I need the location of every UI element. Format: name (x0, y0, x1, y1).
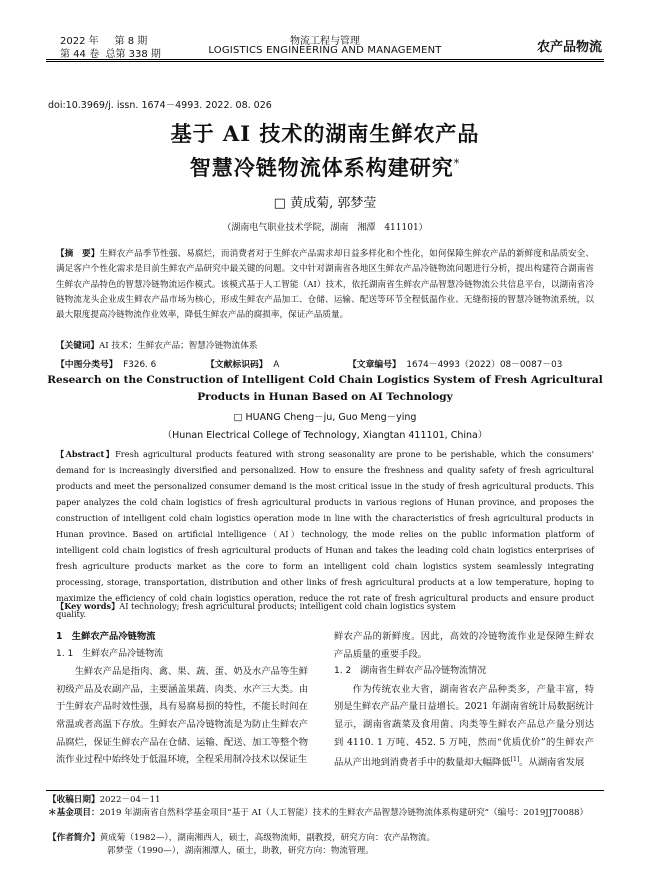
clc-value: F326. 6 (123, 360, 157, 370)
abstract-en-text: Fresh agricultural products featured with strong seasonality are prone to be perishable, which the consumers' demand for is increasingly diversified and personalized. How to ensure the freshness and quality safety of fresh agricultural products and meet the personalized consumer demand is the most critical issue in the study of fresh agricultural products. This paper analyzes the cold chain logistics of fresh agricultural products in various regions of Hunan province, and proposes the construction of intelligent cold chain logistics operation mode in line with the characteristics of fresh agricultural products in Hunan province. Based on artificial intelligence（AI）technology, the mode relies on the public information platform of intelligent cold chain logistics of fresh agricultural products of Hunan and takes the leading cold chain logistics enterprises of fresh agriculture products market as the core to form an intelligent cold chain logistics system seamlessly integrating processing, storage, transportation, distribution and other links of fresh agricultural products at a low temperature, hoping to maximize the efficiency of cold chain logistics operation, reduce the rot rate of fresh agricultural products and ensure product quality. (56, 449, 594, 620)
header-rule-thin (46, 61, 604, 62)
keywords-en-label: 【Key words】 (56, 601, 120, 611)
doc-code-label: 【文献标识码】 (206, 360, 268, 370)
body-paragraph-1: 生鲜农产品是指肉、禽、果、蔬、蛋、奶及水产品等生鲜初级产品及农副产品，主要涵盖果蔬、肉类、水产三大类。由于生鲜农产品时效性强，具有易腐易损的特性，不能长时间在常温或者高温下存放。生鲜农产品冷链物流是为防止生鲜农产品腐烂，保证生鲜农产品在仓储、运输、配送、加工等整个物流作业过程中始终处于低温环境，全程采用制冷技术以保证生 (56, 666, 308, 766)
header-year: 2022 年 (60, 36, 99, 47)
abstract-en-label: 【Abstract】 (56, 449, 116, 459)
body-paragraph-1-continued: 鲜农产品的新鲜度。因此，高效的冷链物流作业是保障生鲜农产品质量的重要手段。 (334, 631, 594, 660)
title-en-line-1: Research on the Construction of Intelligent Cold Chain Logistics System of Fresh Agricultural (47, 374, 603, 386)
header-volume-number: 第 44 卷 (60, 49, 100, 60)
footnote-rule (46, 790, 604, 791)
doi: doi:10.3969/j. issn. 1674－4993. 2022. 08. 026 (48, 100, 272, 111)
title-footnote-mark: * (453, 157, 461, 170)
author-bio-1 (48, 832, 602, 844)
journal-name-en: LOGISTICS ENGINEERING AND MANAGEMENT (208, 45, 442, 56)
keywords-cn-text: AI 技术；生鲜农产品；智慧冷链物流体系 (98, 341, 258, 351)
doc-code-value: A (273, 360, 280, 370)
keywords-cn-label: 【关键词】 (56, 341, 99, 351)
doc-code-field (206, 357, 279, 370)
authors-en: □ HUANG Cheng－ju, Guo Meng－ying (233, 412, 417, 423)
body-paragraph-2 (334, 681, 594, 772)
header-rule (46, 59, 604, 60)
title-en-line-2: Products in Hunan Based on AI Technology (197, 391, 453, 403)
affiliation-en: （Hunan Electrical College of Technology, Xiangtan 411101, China） (162, 430, 488, 441)
authors-cn: □ 黄成菊, 郭梦莹 (273, 196, 377, 211)
title-line-2-text: 智慧冷链物流体系构建研究 (189, 155, 454, 180)
clc-label: 【中图分类号】 (56, 360, 118, 370)
body-right-column (334, 628, 594, 772)
abstract-cn-text: 生鲜农产品季节性强、易腐烂，而消费者对于生鲜农产品需求却日益多样化和个性化，如何保障生鲜农产品的新鲜度和品质安全、满足客户个性化需求是目前生鲜农产品研究中最关键的问题。文中针对湖南省各地区生鲜农产品冷链物流问题进行分析，提出构建符合湖南省生鲜农产品特色的智慧冷链物流运作模式。该模式基于人工智能（AI）技术，依托湖南省生鲜农产品智慧冷链物流公共信息平台，以湖南省冷链物流龙头企业成生鲜农产品市场为核心，形成生鲜农产品加工、仓储、运输、配送等环节全程低温作业、无缝衔接的智慧冷链物流系统，以最大限度提高冷链物流作业效率，降低生鲜农产品的腐损率，保证产品质量。 (56, 249, 594, 321)
received-value: 2022－04－11 (99, 795, 161, 805)
body-paragraph-2-end: 。从湖南省发展 (519, 757, 585, 769)
header-issue: 第 8 期 (114, 36, 148, 47)
body-left-column (56, 628, 308, 769)
clc-field (56, 357, 156, 370)
received-label: 【收稿日期】 (48, 795, 100, 805)
fund-note (48, 807, 602, 819)
section-1-2-heading: 1. 2 湖南省生鲜农产品冷链物流情况 (334, 666, 487, 677)
section-1-heading: 1 生鲜农产品冷链物流 (56, 631, 156, 642)
citation-ref-1[interactable]: [1] (510, 756, 520, 764)
section-name: 农产品物流 (536, 40, 602, 55)
received-date (48, 794, 602, 806)
header-total-issue: 总第 338 期 (105, 49, 161, 60)
title-line-2 (0, 152, 650, 182)
section-1-1-heading: 1. 1 生鲜农产品冷链物流 (56, 648, 164, 659)
article-number-field (348, 357, 562, 370)
journal-name-cn: 物流工程与管理 (290, 36, 360, 47)
affiliation-cn: （湖南电气职业技术学院，湖南 湘潭 411101） (222, 223, 428, 233)
keywords-cn (56, 339, 594, 354)
keywords-en-text: AI technology; fresh agricultural products; intelligent cold chain logistics system (119, 601, 456, 611)
body-paragraph-2-text: 作为传统农业大省，湖南省农产品种类多，产量丰富，特别是生鲜农产品产量日益增长。2021 年湖南省统计局数据统计显示，湖南省蔬菜及食用菌、肉类等生鲜农产品总产量分别达到 4110. 1 万吨、452. 5 万吨，然而“优质优价”的生鲜农产品从产出地到消费者手中的数量却大幅降低 (334, 683, 594, 769)
journal-header (46, 28, 604, 82)
title-line-1: 基于 AI 技术的湖南生鲜农产品 (170, 121, 480, 146)
keywords-en (56, 598, 594, 614)
fund-label: ＊基金项目： (48, 808, 100, 818)
author-bio-label: 【作者简介】 (48, 833, 100, 843)
abstract-cn-label: 【摘 要】 (56, 249, 100, 259)
article-number-value: 1674－4993（2022）08－0087－03 (406, 360, 563, 370)
author-bio-2: 郭梦莹（1990—），湖南湘潭人，硕士，助教，研究方向：物流管理。 (107, 846, 374, 856)
author-bio-1-text: 黄成菊（1982—），湖南湘西人，硕士，高级物流师，副教授，研究方向：农产品物流。 (99, 833, 436, 843)
article-number-label: 【文章编号】 (348, 360, 401, 370)
abstract-en (56, 446, 594, 623)
abstract-cn (56, 247, 594, 323)
fund-text: 2019 年湖南省自然科学基金项目“基于 AI（人工智能）技术的生鲜农产品智慧冷链物流体系构建研究”（编号：2019JJ70088） (99, 808, 589, 818)
